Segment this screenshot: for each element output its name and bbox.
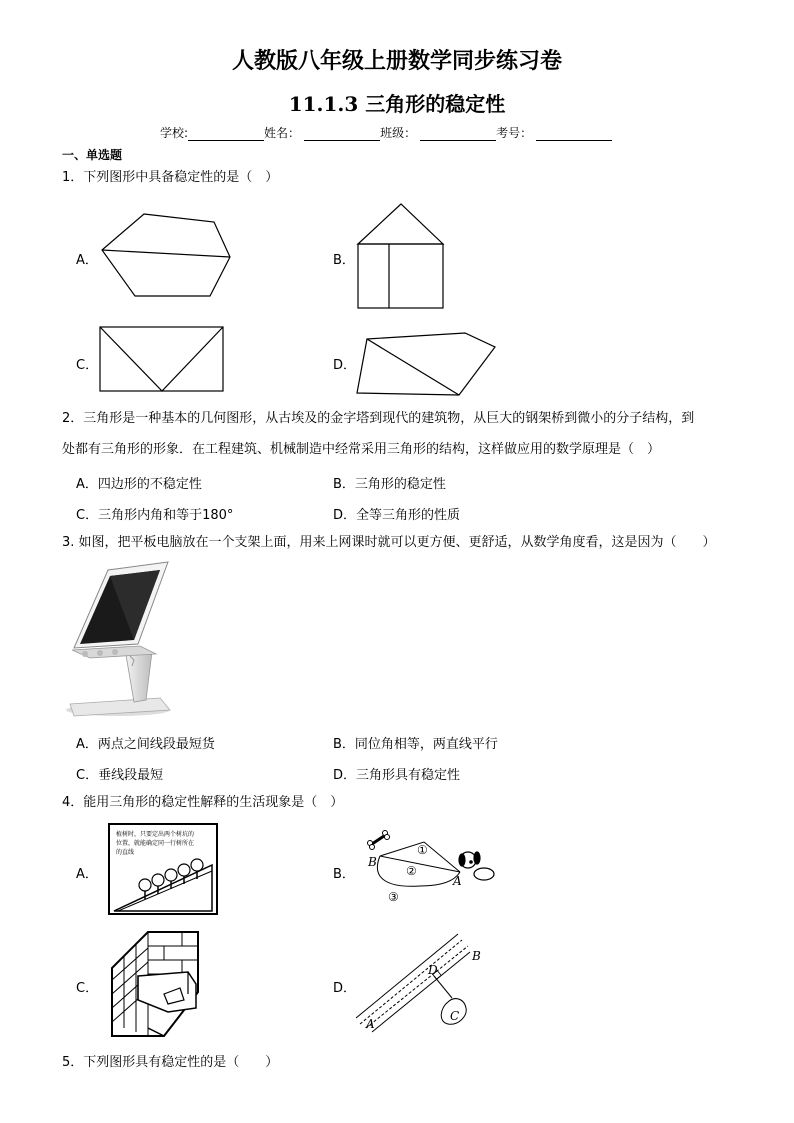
q1-figure-c-rectangle [98, 325, 225, 393]
q1-option-b-label[interactable]: B． [333, 253, 355, 268]
q1-option-a-label[interactable]: A． [76, 253, 98, 268]
question-1-stem: 1．下列图形中具备稳定性的是（ ） [62, 170, 279, 185]
svg-text:B: B [472, 949, 481, 963]
name-field[interactable] [304, 127, 380, 141]
class-field[interactable] [420, 127, 496, 141]
exam-no-label: 考号： [496, 126, 533, 140]
q1-option-d-label[interactable]: D． [333, 358, 357, 373]
q2-option-b[interactable]: B．三角形的稳定性 [333, 477, 446, 492]
q1-figure-a-pentagon [100, 212, 235, 300]
question-3-stem: 3. 如图，把平板电脑放在一个支架上面，用来上网课时就可以更方便、更舒适，从数学角度看，这是因为（ ） [62, 535, 716, 550]
page-subtitle: 11.1.3 三角形的稳定性 [288, 92, 506, 116]
svg-text:C: C [450, 1009, 460, 1023]
exam-no-field[interactable] [536, 127, 612, 141]
question-2-stem-line1: 2．三角形是一种基本的几何图形，从古埃及的金字塔到现代的建筑物，从巨大的钢架桥到微小的分子结构，到 [62, 411, 695, 426]
q4-figure-b-dog-bone-paths [360, 830, 500, 910]
question-4-stem: 4．能用三角形的稳定性解释的生活现象是（ ） [62, 795, 344, 810]
q4-figure-a-tree-planting [108, 823, 220, 917]
q3-option-d[interactable]: D．三角形具有稳定性 [333, 768, 461, 783]
question-2-stem-line2: 处都有三角形的形象．在工程建筑、机械制造中经常采用三角形的结构，这样做应用的数学原理是（ ） [62, 442, 661, 457]
student-info-line [160, 124, 612, 141]
q4-option-a-label[interactable]: A． [76, 867, 98, 882]
tablet-stand-image [60, 560, 180, 720]
q3-option-a[interactable]: A．两点之间线段最短货 [76, 737, 215, 752]
q4-option-c-label[interactable]: C． [76, 981, 99, 996]
bone-icon [368, 831, 390, 850]
svg-text:③: ③ [388, 890, 399, 904]
q4-option-b-label[interactable]: B． [333, 867, 355, 882]
dog-icon [459, 852, 494, 880]
class-label: 班级： [380, 126, 417, 140]
school-field[interactable] [188, 127, 264, 141]
q2-option-c[interactable]: C．三角形内角和等于180° [76, 508, 234, 523]
q1-option-c-label[interactable]: C． [76, 358, 99, 373]
question-5-stem: 5．下列图形具有稳定性的是（ ） [62, 1055, 279, 1070]
svg-text:植树时，只要定出两个树坑的: 植树时，只要定出两个树坑的 [116, 831, 195, 838]
svg-text:D: D [428, 963, 438, 977]
svg-text:位置，就能确定同一行树所在: 位置，就能确定同一行树所在 [116, 840, 195, 847]
q2-option-d[interactable]: D．全等三角形的性质 [333, 508, 461, 523]
school-label: 学校: [160, 126, 189, 140]
q1-figure-b-house [355, 202, 447, 310]
q3-option-b[interactable]: B．同位角相等，两直线平行 [333, 737, 498, 752]
page-title: 人教版八年级上册数学同步练习卷 [231, 48, 562, 74]
q4-figure-c-brick-wall-shelf [108, 928, 204, 1040]
svg-text:B: B [368, 855, 377, 869]
section-heading: 一、单选题 [62, 148, 123, 162]
name-label: 姓名： [264, 126, 301, 140]
q3-option-c[interactable]: C．垂线段最短 [76, 768, 164, 783]
svg-text:A: A [453, 874, 462, 888]
svg-text:A: A [366, 1017, 375, 1031]
svg-text:②: ② [406, 864, 417, 878]
svg-text:①: ① [417, 843, 428, 857]
q1-figure-d-quadrilateral [355, 331, 497, 397]
svg-text:的直线: 的直线 [116, 849, 135, 856]
q4-figure-d-river-perpendicular [352, 930, 502, 1032]
q4-option-d-label[interactable]: D． [333, 981, 357, 996]
q2-option-a[interactable]: A．四边形的不稳定性 [76, 477, 202, 492]
